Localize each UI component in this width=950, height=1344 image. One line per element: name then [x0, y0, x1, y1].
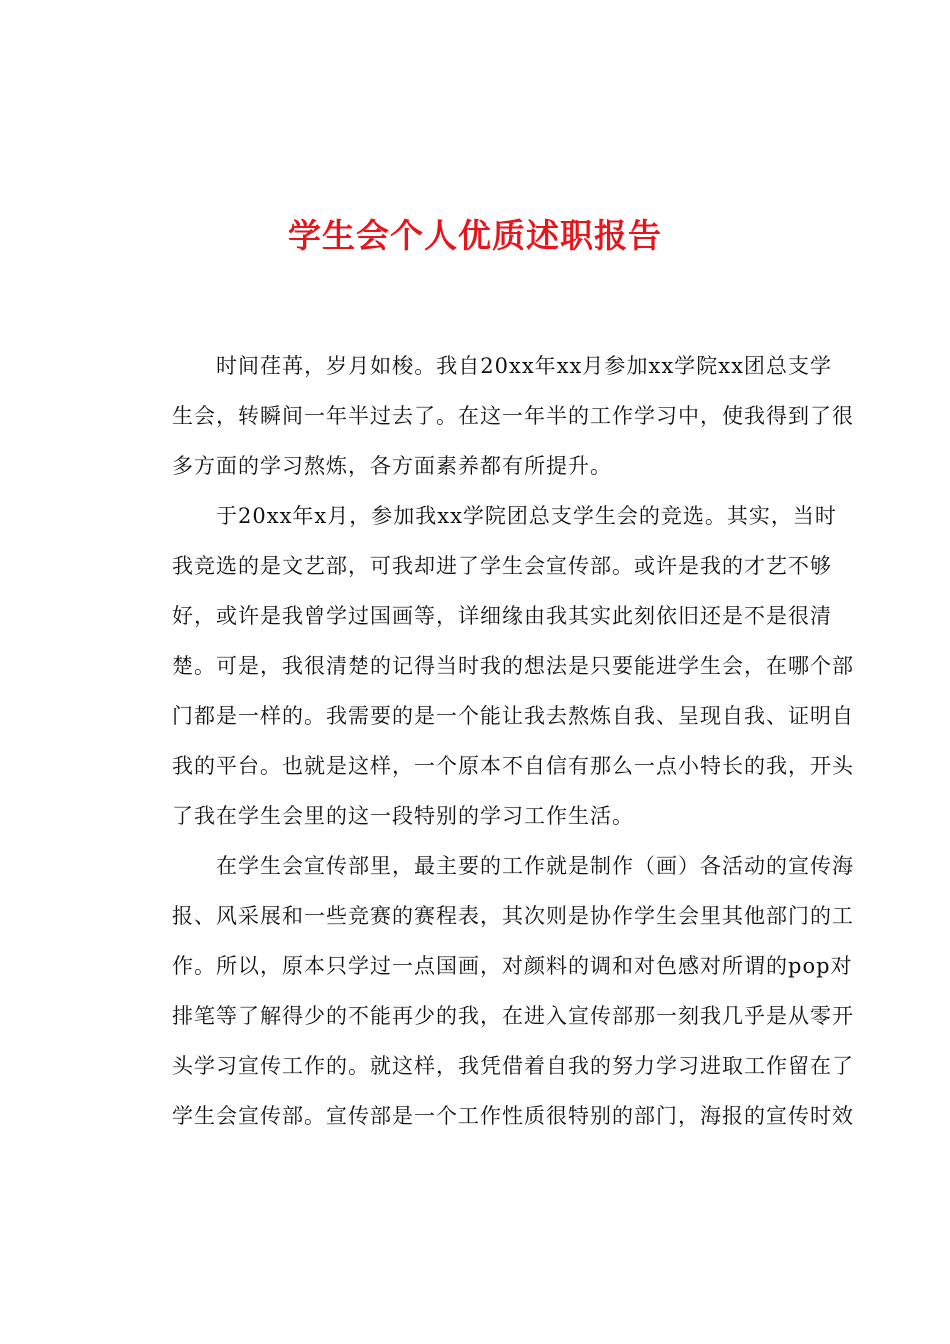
paragraph-line: 报、风采展和一些竞赛的赛程表，其次则是协作学生会里其他部门的工	[172, 904, 854, 928]
paragraph-line: 了我在学生会里的这一段特别的学习工作生活。	[172, 804, 634, 828]
paragraph-line: 好，或许是我曾学过国画等，详细缘由我其实此刻依旧还是不是很清	[172, 604, 832, 628]
paragraph-line: 学生会宣传部。宣传部是一个工作性质很特别的部门，海报的宣传时效	[172, 1104, 854, 1128]
paragraph-2	[128, 491, 854, 841]
paragraph-line: 门都是一样的。我需要的是一个能让我去熬炼自我、呈现自我、证明自	[172, 704, 854, 728]
paragraph-line: 作。所以，原本只学过一点国画，对颜料的调和对色感对所谓的pop对	[172, 954, 853, 978]
paragraph-line: 我的平台。也就是这样，一个原本不自信有那么一点小特长的我，开头	[172, 754, 854, 778]
paragraph-1	[128, 341, 854, 491]
document-title: 学生会个人优质述职报告	[288, 216, 662, 255]
paragraph-line: 头学习宣传工作的。就这样，我凭借着自我的努力学习进取工作留在了	[172, 1054, 854, 1078]
paragraph-line: 排笔等了解得少的不能再少的我，在进入宣传部那一刻我几乎是从零开	[172, 1004, 854, 1028]
paragraph-line: 楚。可是，我很清楚的记得当时我的想法是只要能进学生会，在哪个部	[172, 654, 854, 678]
paragraph-line: 于20xx年x月，参加我xx学院团总支学生会的竞选。其实，当时	[216, 504, 837, 528]
paragraph-line: 生会，转瞬间一年半过去了。在这一年半的工作学习中，使我得到了很	[172, 404, 854, 428]
paragraph-line: 我竞选的是文艺部，可我却进了学生会宣传部。或许是我的才艺不够	[172, 554, 832, 578]
paragraph-line: 多方面的学习熬炼，各方面素养都有所提升。	[172, 454, 612, 478]
paragraph-3	[128, 841, 854, 1141]
document-body	[128, 341, 854, 1141]
paragraph-line: 在学生会宣传部里，最主要的工作就是制作（画）各活动的宣传海	[216, 854, 854, 878]
paragraph-line: 时间荏苒，岁月如梭。我自20xx年xx月参加xx学院xx团总支学	[216, 354, 832, 378]
